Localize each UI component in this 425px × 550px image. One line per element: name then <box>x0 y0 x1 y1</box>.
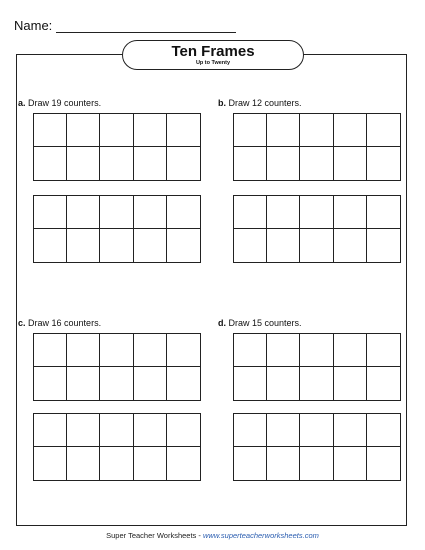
ten-frame-cell[interactable] <box>134 147 167 180</box>
ten-frame-cell[interactable] <box>367 229 400 262</box>
ten-frame-cell[interactable] <box>300 147 333 180</box>
ten-frame-cell[interactable] <box>167 447 200 480</box>
ten-frame-cell[interactable] <box>134 229 167 262</box>
footer-link[interactable]: www.superteacherworksheets.com <box>202 531 319 540</box>
ten-frame-cell[interactable] <box>334 447 367 480</box>
problem-letter: a. <box>18 98 26 108</box>
ten-frame-cell[interactable] <box>34 147 67 180</box>
ten-frame-cell[interactable] <box>167 114 200 147</box>
ten-frame-cell[interactable] <box>67 196 100 229</box>
footer <box>0 531 425 540</box>
ten-frame-cell[interactable] <box>367 114 400 147</box>
ten-frame-cell[interactable] <box>134 367 167 400</box>
ten-frame-cell[interactable] <box>334 414 367 447</box>
ten-frame-cell[interactable] <box>267 367 300 400</box>
ten-frame-cell[interactable] <box>34 114 67 147</box>
ten-frame-d-2[interactable] <box>233 413 401 481</box>
ten-frame-cell[interactable] <box>300 334 333 367</box>
ten-frame-cell[interactable] <box>167 229 200 262</box>
ten-frame-cell[interactable] <box>134 196 167 229</box>
ten-frame-cell[interactable] <box>267 114 300 147</box>
ten-frame-cell[interactable] <box>367 447 400 480</box>
ten-frame-cell[interactable] <box>300 414 333 447</box>
ten-frame-b-2[interactable] <box>233 195 401 263</box>
ten-frame-cell[interactable] <box>234 447 267 480</box>
ten-frame-cell[interactable] <box>367 334 400 367</box>
ten-frame-cell[interactable] <box>100 196 133 229</box>
ten-frame-cell[interactable] <box>167 367 200 400</box>
ten-frame-d-1[interactable] <box>233 333 401 401</box>
name-row <box>14 18 236 33</box>
ten-frame-cell[interactable] <box>67 367 100 400</box>
ten-frame-cell[interactable] <box>67 229 100 262</box>
ten-frame-cell[interactable] <box>300 114 333 147</box>
ten-frame-cell[interactable] <box>67 147 100 180</box>
name-field-line[interactable] <box>56 20 236 33</box>
ten-frame-cell[interactable] <box>267 196 300 229</box>
ten-frame-cell[interactable] <box>234 414 267 447</box>
problem-text: Draw 15 counters. <box>228 318 302 328</box>
ten-frame-cell[interactable] <box>67 414 100 447</box>
problem-letter: d. <box>218 318 226 328</box>
ten-frame-cell[interactable] <box>300 196 333 229</box>
ten-frame-a-1[interactable] <box>33 113 201 181</box>
problem-d-prompt <box>218 318 302 328</box>
footer-brand: Super Teacher Worksheets - <box>106 531 203 540</box>
ten-frame-cell[interactable] <box>100 414 133 447</box>
ten-frame-cell[interactable] <box>134 414 167 447</box>
problem-text: Draw 19 counters. <box>28 98 102 108</box>
ten-frame-cell[interactable] <box>34 447 67 480</box>
ten-frame-cell[interactable] <box>300 229 333 262</box>
ten-frame-cell[interactable] <box>134 447 167 480</box>
ten-frame-cell[interactable] <box>234 114 267 147</box>
ten-frame-cell[interactable] <box>167 196 200 229</box>
ten-frame-cell[interactable] <box>234 229 267 262</box>
ten-frame-cell[interactable] <box>334 334 367 367</box>
ten-frame-cell[interactable] <box>167 147 200 180</box>
ten-frame-cell[interactable] <box>100 229 133 262</box>
ten-frame-b-1[interactable] <box>233 113 401 181</box>
ten-frame-cell[interactable] <box>134 334 167 367</box>
ten-frame-c-2[interactable] <box>33 413 201 481</box>
ten-frame-cell[interactable] <box>34 196 67 229</box>
ten-frame-cell[interactable] <box>367 196 400 229</box>
ten-frame-cell[interactable] <box>234 367 267 400</box>
ten-frame-c-1[interactable] <box>33 333 201 401</box>
ten-frame-cell[interactable] <box>34 229 67 262</box>
ten-frame-cell[interactable] <box>167 414 200 447</box>
title-banner <box>122 40 304 70</box>
ten-frame-cell[interactable] <box>34 367 67 400</box>
problem-text: Draw 16 counters. <box>28 318 102 328</box>
ten-frame-cell[interactable] <box>267 147 300 180</box>
ten-frame-cell[interactable] <box>267 229 300 262</box>
ten-frame-cell[interactable] <box>300 447 333 480</box>
problem-b-prompt <box>218 98 302 108</box>
name-label: Name: <box>14 18 53 33</box>
problem-letter: c. <box>18 318 26 328</box>
page-title: Ten Frames <box>171 43 255 60</box>
ten-frame-cell[interactable] <box>34 334 67 367</box>
problem-a-prompt <box>18 98 101 108</box>
problem-text: Draw 12 counters. <box>228 98 302 108</box>
page-subtitle: Up to Twenty <box>195 60 231 66</box>
ten-frame-cell[interactable] <box>334 196 367 229</box>
ten-frame-cell[interactable] <box>367 414 400 447</box>
problem-letter: b. <box>218 98 226 108</box>
ten-frame-cell[interactable] <box>334 367 367 400</box>
ten-frame-cell[interactable] <box>100 447 133 480</box>
ten-frame-cell[interactable] <box>334 229 367 262</box>
ten-frame-cell[interactable] <box>100 147 133 180</box>
ten-frame-cell[interactable] <box>267 334 300 367</box>
ten-frame-cell[interactable] <box>234 147 267 180</box>
ten-frame-cell[interactable] <box>34 414 67 447</box>
ten-frame-cell[interactable] <box>334 114 367 147</box>
ten-frame-cell[interactable] <box>334 147 367 180</box>
ten-frame-cell[interactable] <box>234 334 267 367</box>
ten-frame-cell[interactable] <box>67 334 100 367</box>
ten-frame-a-2[interactable] <box>33 195 201 263</box>
ten-frame-cell[interactable] <box>134 114 167 147</box>
ten-frame-cell[interactable] <box>267 414 300 447</box>
problem-c-prompt <box>18 318 101 328</box>
ten-frame-cell[interactable] <box>267 447 300 480</box>
ten-frame-cell[interactable] <box>100 367 133 400</box>
ten-frame-cell[interactable] <box>100 334 133 367</box>
ten-frame-cell[interactable] <box>100 114 133 147</box>
ten-frame-cell[interactable] <box>67 114 100 147</box>
ten-frame-cell[interactable] <box>167 334 200 367</box>
ten-frame-cell[interactable] <box>234 196 267 229</box>
ten-frame-cell[interactable] <box>300 367 333 400</box>
ten-frame-cell[interactable] <box>367 147 400 180</box>
ten-frame-cell[interactable] <box>367 367 400 400</box>
ten-frame-cell[interactable] <box>67 447 100 480</box>
